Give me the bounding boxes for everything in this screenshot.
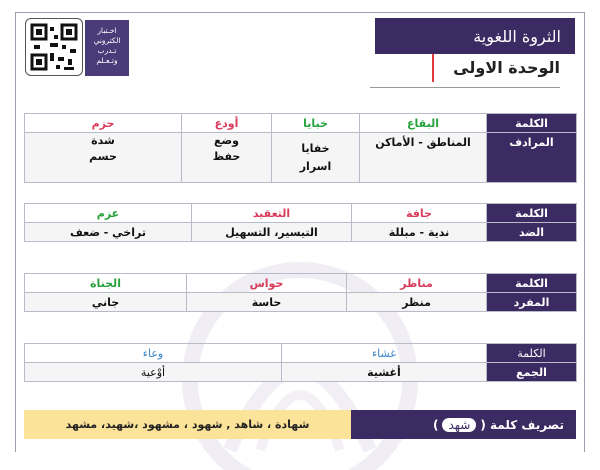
- word-cell: التعقيد: [192, 204, 352, 223]
- root-word: شهد: [442, 418, 476, 432]
- meaning-cell: جاني: [25, 293, 187, 312]
- word-cell: غشاء: [282, 344, 487, 363]
- meaning-cell: وضع حفظ: [182, 133, 272, 183]
- conjugation-row: [24, 410, 576, 439]
- word-cell: حزم: [25, 114, 182, 133]
- row-label-plural: الجمع: [487, 363, 577, 382]
- row-label-antonym: الضد: [487, 223, 577, 242]
- meaning-cell: منظر: [347, 293, 487, 312]
- word-cell: خبايا: [272, 114, 360, 133]
- word-cell: عزم: [25, 204, 192, 223]
- meaning-cell: خفايا اسرار: [272, 133, 360, 183]
- word-cell: مناظر: [347, 274, 487, 293]
- meaning-cell: شدة حسم: [25, 133, 182, 183]
- conjugation-forms: شهادة ، شاهد , شهود ، مشهود ،شهيد، مشهد: [24, 410, 351, 439]
- row-label-singular: المفرد: [487, 293, 577, 312]
- word-cell: حواس: [187, 274, 347, 293]
- qr-code-icon[interactable]: [25, 18, 83, 76]
- conjugation-label: تصريف كلمة ( شهد ): [351, 410, 576, 439]
- word-cell: البقاع: [360, 114, 487, 133]
- singular-table: [24, 273, 577, 312]
- word-cell: جافة: [352, 204, 487, 223]
- antonyms-table: [24, 203, 577, 242]
- meaning-cell: المناطق - الأماكن: [360, 133, 487, 183]
- page-title: الثروة اللغوية: [375, 18, 575, 54]
- meaning-cell: حاسة: [187, 293, 347, 312]
- plural-table: [24, 343, 577, 382]
- unit-underline: [370, 87, 560, 88]
- unit-title: الوحدة الاولى: [370, 58, 560, 82]
- word-cell: أودع: [182, 114, 272, 133]
- row-label-word: الكلمة: [487, 274, 577, 293]
- meaning-cell: أغشية: [282, 363, 487, 382]
- row-label-word: الكلمة: [487, 114, 577, 133]
- row-label-synonym: المرادف: [487, 133, 577, 183]
- meaning-cell: تراخي - ضعف: [25, 223, 192, 242]
- badge-label: اخـتبار الكتروني تـدرب وتـعـلم: [85, 20, 129, 76]
- meaning-cell: ندية - مبللة: [352, 223, 487, 242]
- word-cell: الجناة: [25, 274, 187, 293]
- meaning-cell: التيسير، التسهيل: [192, 223, 352, 242]
- word-cell: وعاء: [25, 344, 282, 363]
- e-test-badge[interactable]: [25, 18, 130, 78]
- meaning-cell: أوْعية: [25, 363, 282, 382]
- synonyms-table: [24, 113, 577, 183]
- row-label-word: الكلمة: [487, 204, 577, 223]
- row-label-word: الكلمة: [487, 344, 577, 363]
- red-marker: [432, 54, 434, 82]
